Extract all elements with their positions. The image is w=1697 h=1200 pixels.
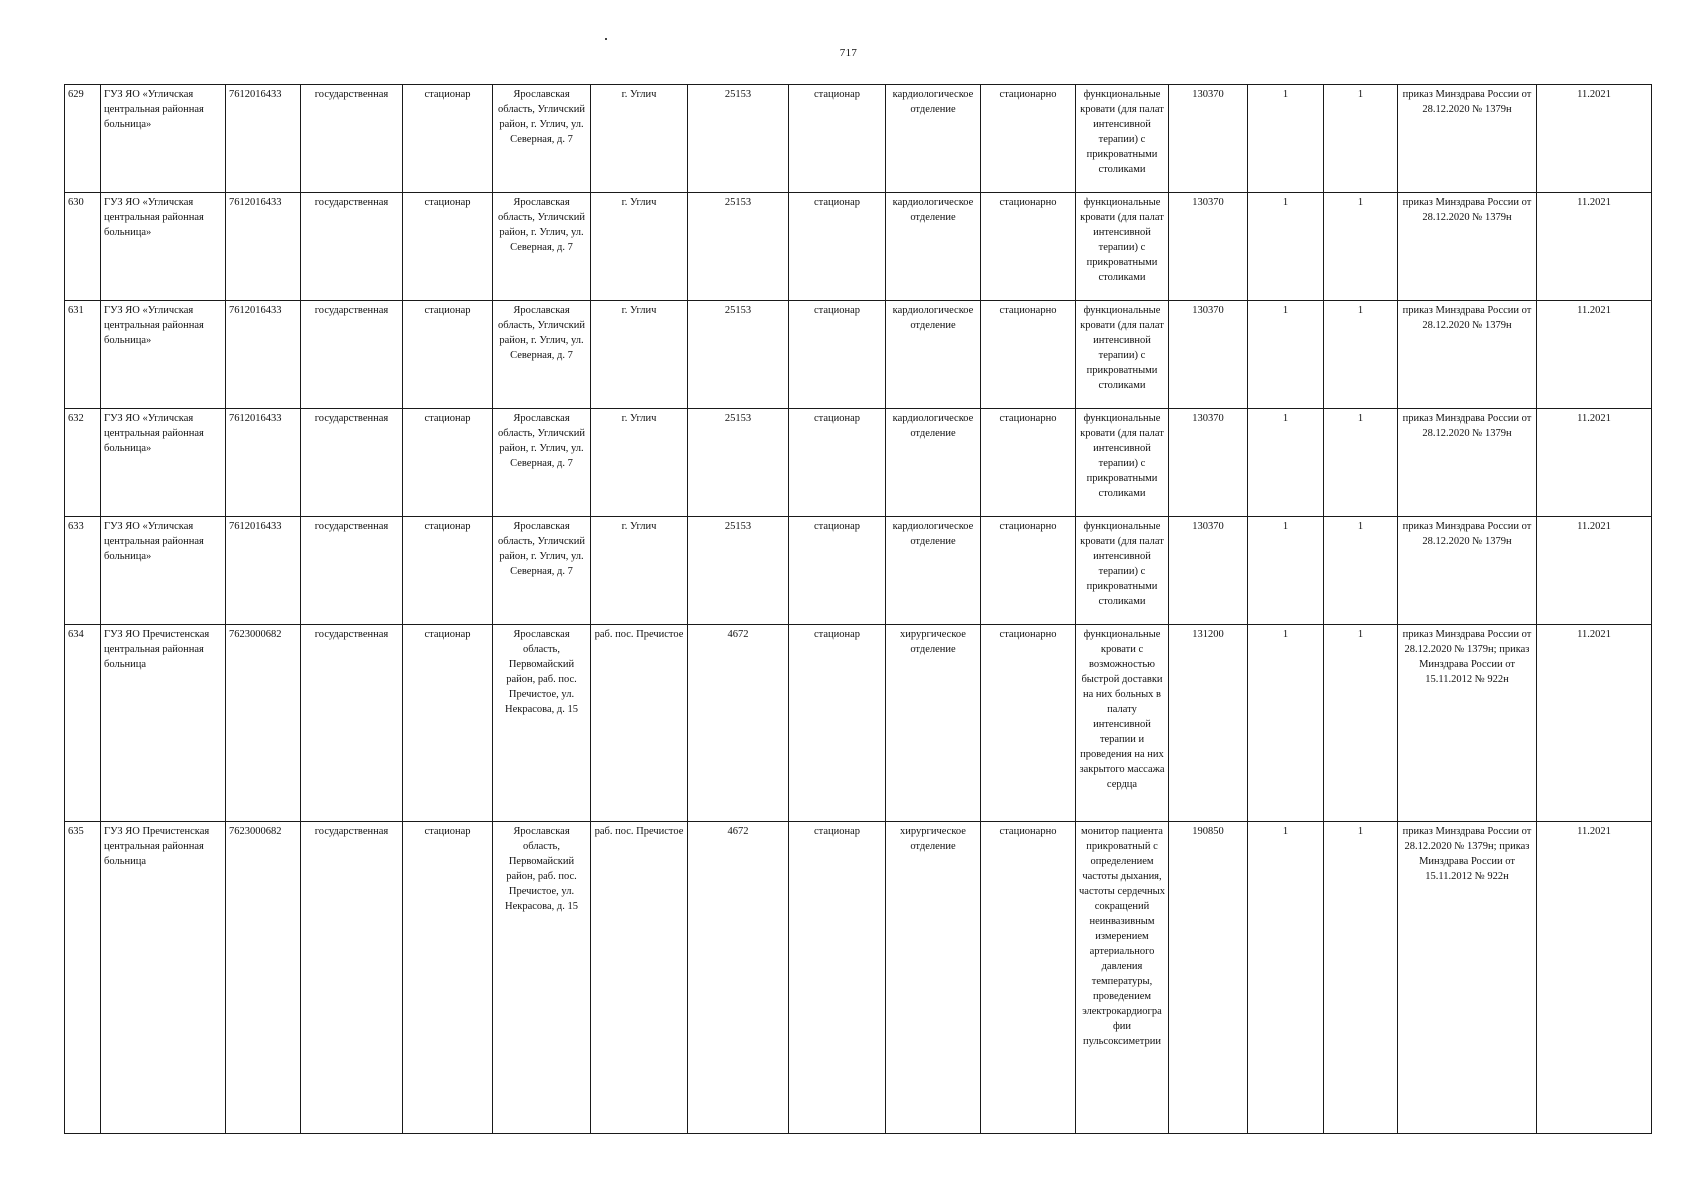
ownership-form: государственная	[301, 516, 403, 624]
delivery-date: 11.2021	[1537, 408, 1652, 516]
address: Ярославская область, Первомайский район, раб. пос. Пречистое, ул. Некрасова, д. 15	[493, 821, 591, 1133]
equipment-code: 190850	[1169, 821, 1248, 1133]
equipment-code: 130370	[1169, 408, 1248, 516]
address: Ярославская область, Угличский район, г. Углич, ул. Северная, д. 7	[493, 192, 591, 300]
ownership-form: государственная	[301, 408, 403, 516]
row-number: 630	[65, 192, 101, 300]
care-conditions: стационар	[789, 624, 886, 821]
department: хирургическое отделение	[886, 624, 981, 821]
locality: г. Углич	[591, 408, 688, 516]
inn: 7612016433	[226, 516, 301, 624]
care-conditions: стационар	[789, 516, 886, 624]
quantity-available: 1	[1324, 821, 1398, 1133]
care-type: стационар	[403, 192, 493, 300]
equipment-code: 130370	[1169, 192, 1248, 300]
care-conditions: стационар	[789, 821, 886, 1133]
row-number: 633	[65, 516, 101, 624]
equipment-code: 130370	[1169, 516, 1248, 624]
care-form: стационарно	[981, 821, 1076, 1133]
address: Ярославская область, Угличский район, г. Углич, ул. Северная, д. 7	[493, 85, 591, 193]
care-form: стационарно	[981, 408, 1076, 516]
equipment-name: функциональные кровати (для палат интенсивной терапии) с прикроватными столиками	[1076, 300, 1169, 408]
quantity-required: 1	[1248, 821, 1324, 1133]
address: Ярославская область, Угличский район, г. Углич, ул. Северная, д. 7	[493, 300, 591, 408]
table-row	[65, 516, 1652, 624]
equipment-code: 131200	[1169, 624, 1248, 821]
table-row	[65, 85, 1652, 193]
care-conditions: стационар	[789, 300, 886, 408]
quantity-required: 1	[1248, 192, 1324, 300]
equipment-code: 130370	[1169, 85, 1248, 193]
organization-name: ГУЗ ЯО «Угличская центральная районная больница»	[101, 300, 226, 408]
equipment-name: функциональные кровати (для палат интенсивной терапии) с прикроватными столиками	[1076, 408, 1169, 516]
care-type: стационар	[403, 624, 493, 821]
locality: раб. пос. Пречистое	[591, 624, 688, 821]
regulatory-basis: приказ Минздрава России от 28.12.2020 № 1379н	[1398, 516, 1537, 624]
table-row	[65, 624, 1652, 821]
locality: раб. пос. Пречистое	[591, 821, 688, 1133]
organization-name: ГУЗ ЯО «Угличская центральная районная больница»	[101, 192, 226, 300]
care-type: стационар	[403, 300, 493, 408]
ownership-form: государственная	[301, 192, 403, 300]
population: 25153	[688, 408, 789, 516]
quantity-required: 1	[1248, 85, 1324, 193]
quantity-required: 1	[1248, 300, 1324, 408]
equipment-code: 130370	[1169, 300, 1248, 408]
quantity-required: 1	[1248, 516, 1324, 624]
quantity-available: 1	[1324, 624, 1398, 821]
care-form: стационарно	[981, 192, 1076, 300]
equipment-name: функциональные кровати (для палат интенсивной терапии) с прикроватными столиками	[1076, 192, 1169, 300]
delivery-date: 11.2021	[1537, 85, 1652, 193]
care-type: стационар	[403, 821, 493, 1133]
ownership-form: государственная	[301, 821, 403, 1133]
quantity-required: 1	[1248, 408, 1324, 516]
inn: 7612016433	[226, 408, 301, 516]
locality: г. Углич	[591, 192, 688, 300]
address: Ярославская область, Первомайский район, раб. пос. Пречистое, ул. Некрасова, д. 15	[493, 624, 591, 821]
population: 4672	[688, 821, 789, 1133]
department: хирургическое отделение	[886, 821, 981, 1133]
locality: г. Углич	[591, 85, 688, 193]
row-number: 635	[65, 821, 101, 1133]
ownership-form: государственная	[301, 300, 403, 408]
department: кардиологическое отделение	[886, 85, 981, 193]
care-type: стационар	[403, 408, 493, 516]
equipment-name: функциональные кровати с возможностью быстрой доставки на них больных в палату интенсивной терапии и проведения на них закрытого массажа сердца	[1076, 624, 1169, 821]
regulatory-basis: приказ Минздрава России от 28.12.2020 № 1379н	[1398, 192, 1537, 300]
table-row	[65, 300, 1652, 408]
population: 25153	[688, 192, 789, 300]
regulatory-basis: приказ Минздрава России от 28.12.2020 № 1379н	[1398, 85, 1537, 193]
quantity-available: 1	[1324, 300, 1398, 408]
equipment-register-table	[64, 84, 1652, 1134]
department: кардиологическое отделение	[886, 408, 981, 516]
equipment-name: функциональные кровати (для палат интенсивной терапии) с прикроватными столиками	[1076, 85, 1169, 193]
regulatory-basis: приказ Минздрава России от 28.12.2020 № 1379н; приказ Минздрава России от 15.11.2012 № 922н	[1398, 624, 1537, 821]
delivery-date: 11.2021	[1537, 300, 1652, 408]
quantity-available: 1	[1324, 85, 1398, 193]
inn: 7612016433	[226, 300, 301, 408]
row-number: 631	[65, 300, 101, 408]
address: Ярославская область, Угличский район, г. Углич, ул. Северная, д. 7	[493, 516, 591, 624]
department: кардиологическое отделение	[886, 192, 981, 300]
table-row	[65, 821, 1652, 1133]
delivery-date: 11.2021	[1537, 192, 1652, 300]
equipment-name: монитор пациента прикроватный с определением частоты дыхания, частоты сердечных сокращений неинвазивным измерением артериального давления температуры, проведением электрокардиографии пульсоксиметрии	[1076, 821, 1169, 1133]
organization-name: ГУЗ ЯО «Угличская центральная районная больница»	[101, 408, 226, 516]
care-form: стационарно	[981, 624, 1076, 821]
care-form: стационарно	[981, 85, 1076, 193]
table-row	[65, 192, 1652, 300]
delivery-date: 11.2021	[1537, 516, 1652, 624]
row-number: 634	[65, 624, 101, 821]
population: 4672	[688, 624, 789, 821]
quantity-required: 1	[1248, 624, 1324, 821]
care-conditions: стационар	[789, 192, 886, 300]
address: Ярославская область, Угличский район, г. Углич, ул. Северная, д. 7	[493, 408, 591, 516]
department: кардиологическое отделение	[886, 300, 981, 408]
quantity-available: 1	[1324, 192, 1398, 300]
population: 25153	[688, 300, 789, 408]
row-number: 632	[65, 408, 101, 516]
population: 25153	[688, 516, 789, 624]
organization-name: ГУЗ ЯО Пречистенская центральная районная больница	[101, 624, 226, 821]
care-type: стационар	[403, 516, 493, 624]
scan-artifact	[605, 38, 607, 40]
locality: г. Углич	[591, 300, 688, 408]
inn: 7612016433	[226, 85, 301, 193]
table-row	[65, 408, 1652, 516]
inn: 7612016433	[226, 192, 301, 300]
organization-name: ГУЗ ЯО Пречистенская центральная районная больница	[101, 821, 226, 1133]
care-type: стационар	[403, 85, 493, 193]
quantity-available: 1	[1324, 408, 1398, 516]
care-conditions: стационар	[789, 85, 886, 193]
care-form: стационарно	[981, 300, 1076, 408]
inn: 7623000682	[226, 821, 301, 1133]
care-form: стационарно	[981, 516, 1076, 624]
ownership-form: государственная	[301, 85, 403, 193]
ownership-form: государственная	[301, 624, 403, 821]
regulatory-basis: приказ Минздрава России от 28.12.2020 № 1379н	[1398, 300, 1537, 408]
organization-name: ГУЗ ЯО «Угличская центральная районная больница»	[101, 85, 226, 193]
regulatory-basis: приказ Минздрава России от 28.12.2020 № 1379н	[1398, 408, 1537, 516]
regulatory-basis: приказ Минздрава России от 28.12.2020 № 1379н; приказ Минздрава России от 15.11.2012 № 922н	[1398, 821, 1537, 1133]
delivery-date: 11.2021	[1537, 821, 1652, 1133]
care-conditions: стационар	[789, 408, 886, 516]
inn: 7623000682	[226, 624, 301, 821]
equipment-name: функциональные кровати (для палат интенсивной терапии) с прикроватными столиками	[1076, 516, 1169, 624]
organization-name: ГУЗ ЯО «Угличская центральная районная больница»	[101, 516, 226, 624]
locality: г. Углич	[591, 516, 688, 624]
page-number: 717	[839, 47, 858, 59]
delivery-date: 11.2021	[1537, 624, 1652, 821]
population: 25153	[688, 85, 789, 193]
row-number: 629	[65, 85, 101, 193]
quantity-available: 1	[1324, 516, 1398, 624]
department: кардиологическое отделение	[886, 516, 981, 624]
